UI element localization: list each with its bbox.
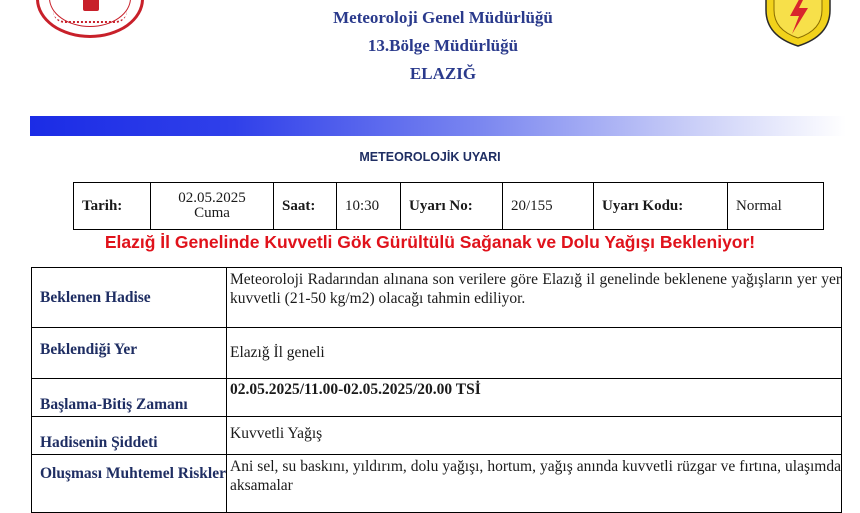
- table-row: [32, 268, 842, 328]
- warning-info-table: [73, 182, 824, 230]
- expected-location-label: Beklendiği Yer: [32, 328, 227, 379]
- start-end-time-value: 02.05.2025/11.00-02.05.2025/20.00 TSİ: [227, 379, 842, 417]
- warning-headline: Elazığ İl Genelinde Kuvvetli Gök Gürültülü Sağanak ve Dolu Yağışı Bekleniyor!: [104, 232, 756, 252]
- day-value: Cuma: [194, 205, 230, 221]
- expected-location-value: Elazığ İl geneli: [227, 328, 842, 379]
- time-value: 10:30: [337, 183, 401, 230]
- header-line-3: ELAZIĞ: [409, 64, 477, 83]
- date-label: Tarih:: [74, 183, 151, 230]
- event-severity-value: Kuvvetli Yağış: [227, 417, 842, 455]
- organization-header: [0, 4, 860, 88]
- start-end-time-label: Başlama-Bitiş Zamanı: [32, 379, 227, 417]
- expected-event-value: Meteoroloji Radarından alınana son verilere göre Elazığ il genelinde beklenene yağışların yer yer kuvvetli (21-50 kg/m2) olacağı tahmin ediliyor.: [227, 268, 842, 328]
- date-value: 02.05.2025: [178, 190, 246, 206]
- possible-risks-value: Ani sel, su baskını, yıldırım, dolu yağışı, hortum, yağış anında kuvvetli rüzgar ve fırtına, ulaşımda aksamalar: [227, 455, 842, 513]
- possible-risks-label: Oluşması Muhtemel Riskler: [32, 455, 227, 513]
- table-row: [32, 379, 842, 417]
- warning-details-table: [31, 267, 842, 513]
- header-line-2: 13.Bölge Müdürlüğü: [367, 36, 519, 55]
- header-line-1: Meteoroloji Genel Müdürlüğü: [333, 8, 553, 27]
- table-row: [32, 328, 842, 379]
- warning-code-label: Uyarı Kodu:: [594, 183, 728, 230]
- date-cell: [151, 183, 274, 230]
- event-severity-label: Hadisenin Şiddeti: [32, 417, 227, 455]
- warning-code-value: Normal: [728, 183, 824, 230]
- time-label: Saat:: [274, 183, 337, 230]
- expected-event-label: Beklenen Hadise: [32, 268, 227, 328]
- warning-number-value: 20/155: [503, 183, 594, 230]
- table-row: [32, 417, 842, 455]
- document-title: METEOROLOJİK UYARI: [359, 150, 501, 164]
- header-divider-bar: [30, 116, 846, 136]
- warning-number-label: Uyarı No:: [401, 183, 503, 230]
